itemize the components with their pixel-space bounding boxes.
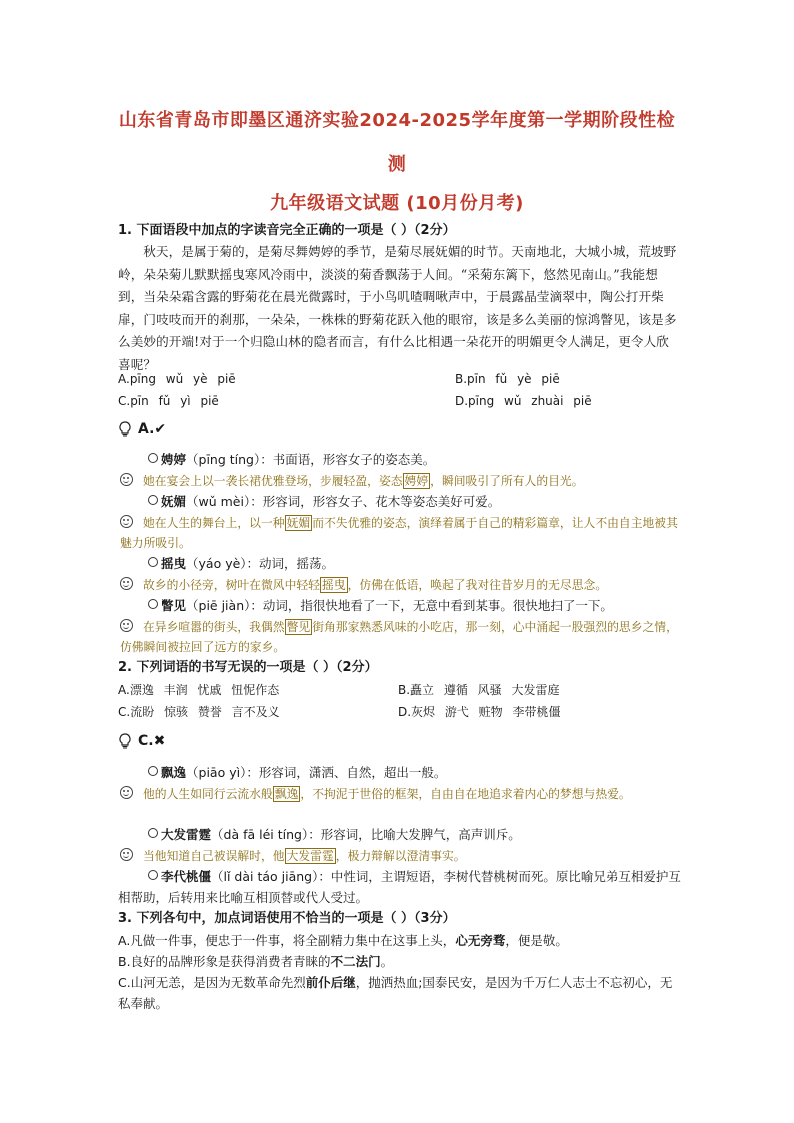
q2-answer [118, 733, 165, 749]
document-subtitle: 九年级语文试题 (10月份月考) [270, 193, 524, 214]
q1-option-b: B.pīn fǔ yè piē [455, 372, 560, 386]
q3-option-a: A.凡做一件事，便忠于一件事，将全副精力集中在这事上头，心无旁骛，便是敬。 [118, 933, 568, 948]
q2-option-a: A.漂逸 丰润 忧戚 忸怩作态 [118, 683, 280, 697]
document-title: 山东省青岛市即墨区通济实验2024-2025学年度第一学期阶段性检 [118, 110, 676, 131]
q2-option-c: C.流盼 惊骇 赞誉 言不及义 [118, 705, 280, 719]
circle-bullet-icon [148, 557, 158, 567]
vocab-entry: 大发雷霆（dà fā léi tíng）：形容词，比喻大发脾气，高声训斥。 [148, 826, 693, 844]
vocab-entry: 摇曳（yáo yè）：动词，摇荡。 [148, 555, 693, 573]
example-sentence: 在异乡喧嚣的街头，我偶然 瞥见 街角那家熟悉风味的小吃店，那一刻，心中涌起一股强烈的思乡之情，仿佛瞬间被拉回了远方的家乡。 [120, 620, 678, 654]
vocab-entry: 飘逸（piāo yì）：形容词，潇洒、自然，超出一般。 [148, 764, 693, 782]
example-sentence: 他的人生如同行云流水般 飘逸 ，不拘泥于世俗的框架，自由自在地追求着内心的梦想与热爱。 [120, 784, 682, 804]
vocab-entry: 娉婷（pīng tíng）：书面语，形容女子的姿态美。 [148, 451, 693, 469]
highlighted-word: 飘逸 [274, 787, 299, 801]
highlighted-word: 娉婷 [404, 474, 429, 488]
circle-bullet-icon [148, 766, 158, 776]
smiley-icon [120, 515, 133, 528]
highlighted-word: 瞥见 [286, 620, 311, 634]
smiley-icon [120, 577, 133, 590]
smiley-icon [120, 619, 133, 632]
q2-option-b: B.矗立 遵循 风骚 大发雷庭 [398, 683, 560, 697]
question-1-passage: 秋天，是属于菊的，是菊尽舞娉婷的季节，是菊尽展妩媚的时节。天南地北，大城小城，荒坡野岭，朵朵菊儿默默摇曳寒风冷雨中，淡淡的菊香飘荡于人间。“采菊东篱下，悠然见南山。”我能想到，当朵朵霜含露的野菊花在晨光微露时，于小鸟叽喳啁啾声中，于晨露晶莹滴翠中，陶公打开柴扉，门吱吱而开的刹那，一朵朵，一株株的野菊花跃入他的眼帘，该是多么美丽的惊鸿瞥见，该是多么美妙的开端!对于一个归隐山林的隐者而言，有什么比相遇一朵花开的明媚更令人满足，更令人欣喜呢？ [118, 244, 677, 372]
q1-option-a: A.pīng wǔ yè piē [118, 372, 236, 386]
question-3-stem: 3. 下列各句中，加点词语使用不恰当的一项是（ ）（3分） [118, 911, 456, 926]
highlighted-word: 摇曳 [321, 578, 346, 592]
smiley-icon [120, 473, 133, 486]
vocab-entry-extended: 李代桃僵（lǐ dài táo jiāng）：中性词，主谓短语，李树代替桃树而死。原比喻兄弟互相爱护互相帮助，后转用来比喻互相顶替或代人受过。 [118, 869, 681, 905]
q1-option-c: C.pīn fǔ yì piē [118, 394, 219, 408]
smiley-icon [120, 848, 133, 861]
question-1-stem: 1. 下面语段中加点的字读音完全正确的一项是（ ）（2分） [118, 223, 456, 238]
highlighted-word: 大发雷霆 [286, 849, 334, 863]
vocab-entry: 瞥见（piē jiàn）：动词，指很快地看了一下，无意中看到某事。很快地扫了一下。 [148, 597, 693, 615]
example-sentence: 故乡的小径旁，树叶在微风中轻轻 摇曳 ，仿佛在低语，唤起了我对往昔岁月的无尽思念。 [120, 575, 682, 595]
circle-bullet-icon [148, 870, 158, 880]
q3-option-b: B.良好的品牌形象是获得消费者青睐的不二法门。 [118, 954, 394, 969]
circle-bullet-icon [148, 453, 158, 463]
q3-option-c: C.山河无恙，是因为无数革命先烈前仆后继，抛洒热血;国泰民安，是因为千万仁人志士不忘初心，无私奉献。 [118, 975, 673, 1011]
document-title-continued: 测 [387, 154, 407, 175]
vocab-entry: 妩媚（wǔ mèi）：形容词，形容女子、花木等姿态美好可爱。 [148, 493, 693, 511]
question-2-stem: 2. 下列词语的书写无误的一项是（ ）（2分） [118, 660, 378, 675]
q2-option-d: D.灰烬 游弋 赃物 李带桃僵 [398, 705, 561, 719]
q2-answer-text: C.✖ [138, 733, 166, 749]
q1-answer [118, 421, 166, 437]
circle-bullet-icon [148, 828, 158, 838]
circle-bullet-icon [148, 495, 158, 505]
q1-option-d: D.pīng wǔ zhuài piē [455, 394, 592, 408]
circle-bullet-icon [148, 599, 158, 609]
q1-answer-text: A.✔ [138, 421, 167, 437]
lightbulb-icon [118, 421, 132, 437]
highlighted-word: 妩媚 [286, 516, 311, 530]
lightbulb-icon [118, 733, 132, 749]
smiley-icon [120, 786, 133, 799]
example-sentence: 当他知道自己被误解时，他 大发雷霆 ，极力辩解以澄清事实。 [120, 846, 682, 866]
example-sentence: 她在宴会上以一袭长裙优雅登场，步履轻盈，姿态 娉婷 ，瞬间吸引了所有人的目光。 [120, 471, 682, 491]
example-sentence: 她在人生的舞台上，以一种 妩媚 而不失优雅的姿态，演绎着属于自己的精彩篇章，让人不由自主地被其魅力所吸引。 [120, 516, 678, 550]
